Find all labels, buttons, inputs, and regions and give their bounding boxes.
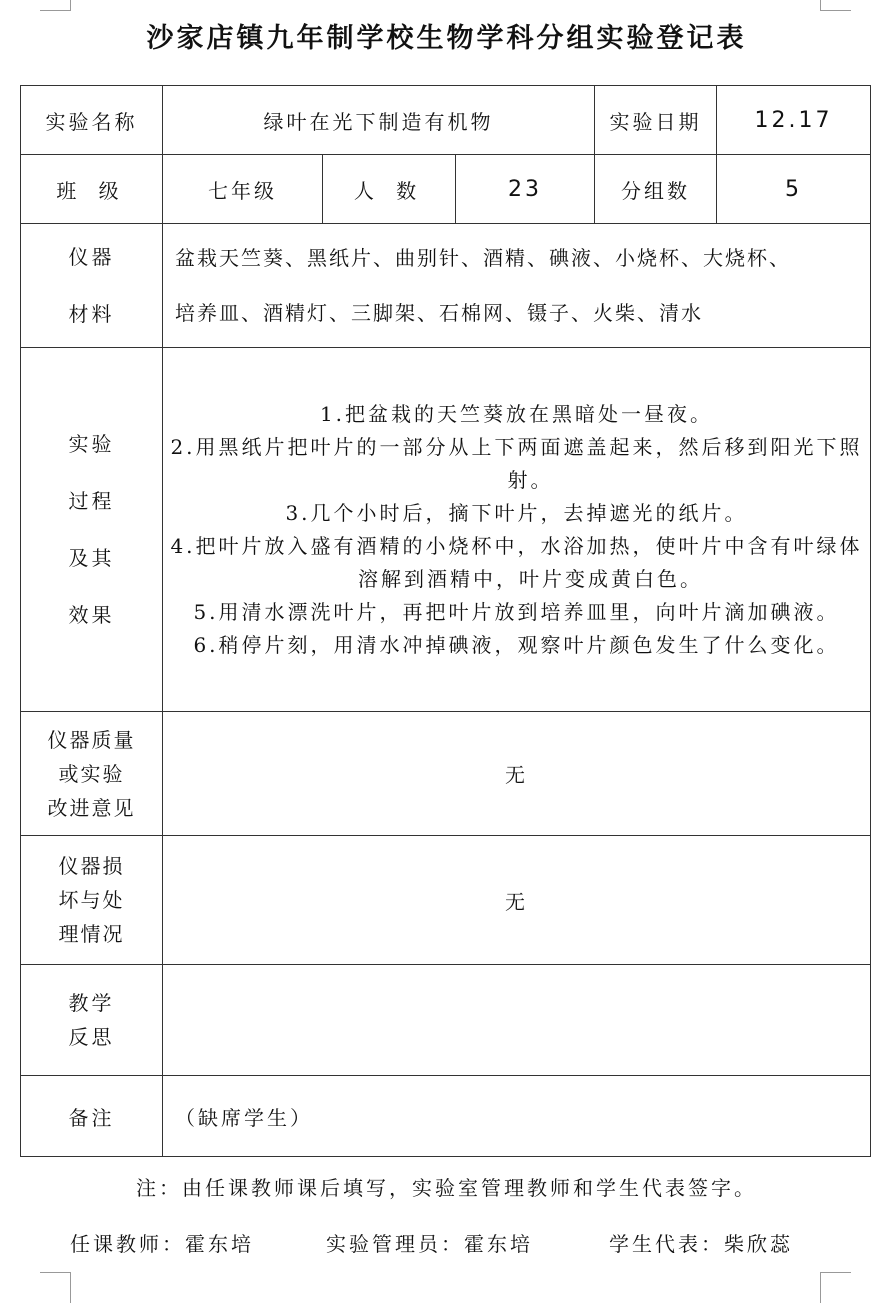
materials-value	[163, 224, 871, 348]
process-step-3: 3.几个小时后，摘下叶片，去掉遮光的纸片。	[285, 500, 748, 525]
experiment-date-label: 实验日期	[595, 86, 717, 155]
experiment-registration-table	[20, 85, 871, 1157]
crop-mark-top-right	[820, 0, 851, 11]
materials-line-2: 培养皿、酒精灯、三脚架、石棉网、镊子、火柴、清水	[175, 300, 703, 325]
process-label-line-2: 过程	[68, 488, 115, 513]
row-quality	[21, 712, 871, 836]
class-value: 七年级	[163, 155, 323, 224]
row-materials	[21, 224, 871, 348]
row-process	[21, 348, 871, 712]
experiment-name-value: 绿叶在光下制造有机物	[163, 86, 595, 155]
process-label	[21, 348, 163, 712]
quality-label-line-1: 仪器质量	[47, 727, 136, 752]
row-remarks	[21, 1076, 871, 1157]
row-experiment-name	[21, 86, 871, 155]
process-step-1: 1.把盆栽的天竺葵放在黑暗处一昼夜。	[319, 401, 714, 426]
row-reflection	[21, 965, 871, 1076]
damage-label-line-3: 理情况	[58, 922, 125, 946]
crop-mark-bottom-right	[820, 1272, 851, 1303]
process-step-4: 4.把叶片放入盛有酒精的小烧杯中，水浴加热，使叶片中含有叶绿体溶解到酒精中，叶片变成黄白色。	[170, 533, 863, 591]
crop-mark-bottom-left	[40, 1272, 71, 1303]
process-steps	[163, 348, 871, 712]
page-title: 沙家店镇九年制学校生物学科分组实验登记表	[146, 23, 747, 54]
teacher-signature: 任课教师：霍东培	[70, 1232, 254, 1256]
row-class-info	[21, 155, 871, 224]
reflection-label-line-1: 教学	[68, 991, 115, 1015]
quality-label-line-3: 改进意见	[47, 795, 136, 820]
group-count-value: 5	[717, 155, 871, 224]
process-label-line-4: 效果	[68, 602, 115, 627]
lab-admin-signature: 实验管理员：霍东培	[326, 1232, 533, 1256]
reflection-label	[21, 965, 163, 1076]
crop-mark-top-left	[40, 0, 71, 11]
footer-note: 注：由任课教师课后填写，实验室管理教师和学生代表签字。	[136, 1176, 757, 1200]
quality-label-line-2: 或实验	[58, 761, 125, 786]
process-step-2: 2.用黑纸片把叶片的一部分从上下两面遮盖起来，然后移到阳光下照射。	[170, 434, 863, 492]
reflection-label-line-2: 反思	[68, 1025, 115, 1049]
experiment-name-label: 实验名称	[21, 86, 163, 155]
group-count-label: 分组数	[595, 155, 717, 224]
remarks-label: 备注	[21, 1076, 163, 1157]
materials-label-line-2: 材料	[68, 301, 115, 326]
damage-value: 无	[163, 836, 871, 965]
materials-label-line-1: 仪器	[68, 244, 115, 269]
quality-label	[21, 712, 163, 836]
damage-label	[21, 836, 163, 965]
process-step-6: 6.稍停片刻，用清水冲掉碘液，观察叶片颜色发生了什么变化。	[193, 632, 840, 657]
reflection-value	[163, 965, 871, 1076]
class-label: 班 级	[21, 155, 163, 224]
remarks-value: （缺席学生）	[163, 1076, 871, 1157]
process-step-5: 5.用清水漂洗叶片，再把叶片放到培养皿里，向叶片滴加碘液。	[193, 599, 840, 624]
damage-label-line-2: 坏与处	[58, 888, 125, 912]
experiment-date-value: 12.17	[717, 86, 871, 155]
student-count-value: 23	[456, 155, 595, 224]
student-rep-signature: 学生代表：柴欣蕊	[609, 1232, 793, 1256]
materials-label	[21, 224, 163, 348]
student-count-label: 人 数	[323, 155, 456, 224]
materials-line-1: 盆栽天竺葵、黑纸片、曲别针、酒精、碘液、小烧杯、大烧杯、	[175, 245, 791, 270]
process-label-line-3: 及其	[68, 545, 115, 570]
damage-label-line-1: 仪器损	[58, 854, 125, 878]
process-label-line-1: 实验	[68, 431, 115, 456]
quality-value: 无	[163, 712, 871, 836]
row-damage	[21, 836, 871, 965]
